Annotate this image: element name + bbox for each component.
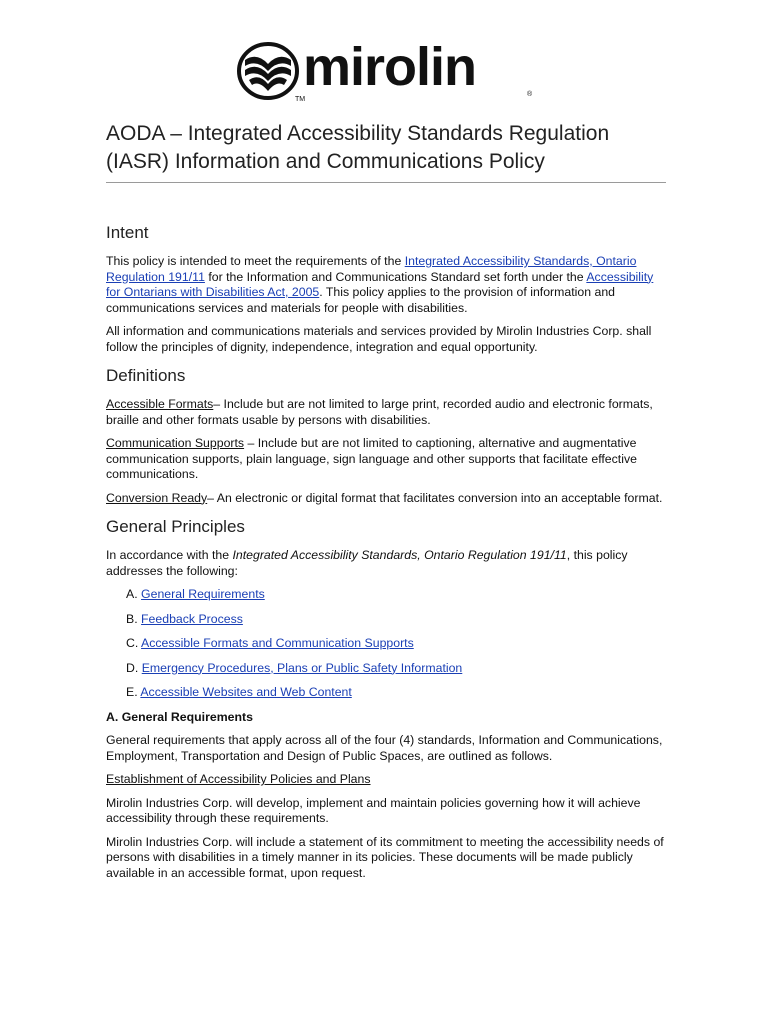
- definition-term: Accessible Formats: [106, 397, 214, 411]
- registered-mark: ®: [527, 91, 533, 98]
- principles-list: [126, 587, 666, 701]
- definition-communication-supports: [106, 436, 666, 483]
- intent-text-b: for the Information and Communications Standard set forth under the: [204, 269, 587, 284]
- definition-term: Communication Supports: [106, 436, 245, 450]
- list-letter: A.: [126, 587, 142, 601]
- intent-section: [106, 222, 666, 355]
- general-requirements-section: [106, 710, 666, 882]
- aoda-act-link[interactable]: Accessibility for Ontarians with Disabilities Act, 2005: [106, 269, 654, 299]
- definition-accessible-formats: [106, 397, 666, 428]
- general-requirements-paragraph: General requirements that apply across all of the four (4) standards, Information and Communications, Employment, Transportation and Design of Public Spaces, are outlined as follows.: [106, 733, 663, 763]
- principles-intro-a: In accordance with the: [106, 548, 233, 562]
- policies-paragraph-2: Mirolin Industries Corp. will include a statement of its commitment to meeting the accessibility needs of persons with disabilities in a timely manner in its policies. These documents will be made publicly available in an accessible format, upon request.: [106, 834, 664, 880]
- intent-paragraph-2: All information and communications materials and services provided by Mirolin Industries Corp. shall follow the principles of dignity, independence, integration and equal opportunity.: [106, 324, 652, 354]
- list-letter: B.: [126, 611, 142, 626]
- emergency-procedures-link[interactable]: Emergency Procedures, Plans or Public Safety Information: [141, 660, 463, 675]
- definition-term: Conversion Ready: [106, 490, 208, 505]
- list-letter: C.: [126, 636, 142, 650]
- list-item: [126, 685, 666, 701]
- principles-intro: [106, 548, 666, 579]
- accessible-formats-link[interactable]: Accessible Formats and Communication Supports: [141, 636, 414, 650]
- general-principles-section: [106, 516, 666, 701]
- page-title: AODA – Integrated Accessibility Standards Regulation (IASR) Information and Communications Policy: [106, 122, 610, 173]
- intent-text-a: This policy is intended to meet the requirements of the: [106, 254, 405, 268]
- intent-paragraph-1: [106, 254, 666, 316]
- title-divider: [106, 182, 666, 183]
- mirolin-logo: [237, 37, 537, 106]
- definition-text: – An electronic or digital format that facilitates conversion into an acceptable format.: [207, 490, 663, 505]
- intent-heading: Intent: [106, 223, 149, 242]
- trademark-mark: TM: [295, 96, 306, 103]
- list-letter: D.: [126, 660, 142, 675]
- intent-text-c: . This policy applies to the provision of information and communications services and materials for people with disabilities.: [106, 285, 615, 315]
- definition-text: – Include but are not limited to large print, recorded audio and electronic formats, braille and other formats usable by persons with disabilities.: [106, 397, 653, 427]
- general-requirements-link[interactable]: General Requirements: [141, 587, 265, 601]
- document-body: [106, 222, 666, 889]
- principles-heading: General Principles: [106, 517, 245, 536]
- list-item: [126, 612, 666, 628]
- definitions-section: [106, 365, 666, 506]
- accessible-websites-link[interactable]: Accessible Websites and Web Content: [140, 685, 352, 699]
- policies-paragraph-1: Mirolin Industries Corp. will develop, implement and maintain policies governing how it will achieve accessibility through these requirements.: [106, 795, 641, 825]
- principles-intro-regulation: Integrated Accessibility Standards, Ontario Regulation 191/11: [232, 548, 567, 562]
- definitions-heading: Definitions: [106, 366, 186, 385]
- list-item: [126, 661, 666, 677]
- definition-conversion-ready: [106, 491, 666, 507]
- list-letter: E.: [126, 685, 141, 699]
- brand-wordmark: mirolin: [303, 37, 477, 97]
- definition-text: – Include but are not limited to captioning, alternative and augmentative communication supports, plain language, sign language and other supports that facilitate effective communications.: [106, 436, 637, 481]
- mirolin-emblem-icon: [237, 42, 299, 100]
- list-item: [126, 636, 666, 652]
- list-item: [126, 587, 666, 603]
- feedback-process-link[interactable]: Feedback Process: [141, 611, 243, 626]
- policies-plans-subheading: Establishment of Accessibility Policies and Plans: [106, 772, 371, 786]
- principles-intro-b: , this policy addresses the following:: [106, 548, 628, 578]
- general-requirements-heading: A. General Requirements: [106, 709, 253, 724]
- iasr-regulation-link[interactable]: Integrated Accessibility Standards, Ontario Regulation 191/11: [106, 254, 637, 284]
